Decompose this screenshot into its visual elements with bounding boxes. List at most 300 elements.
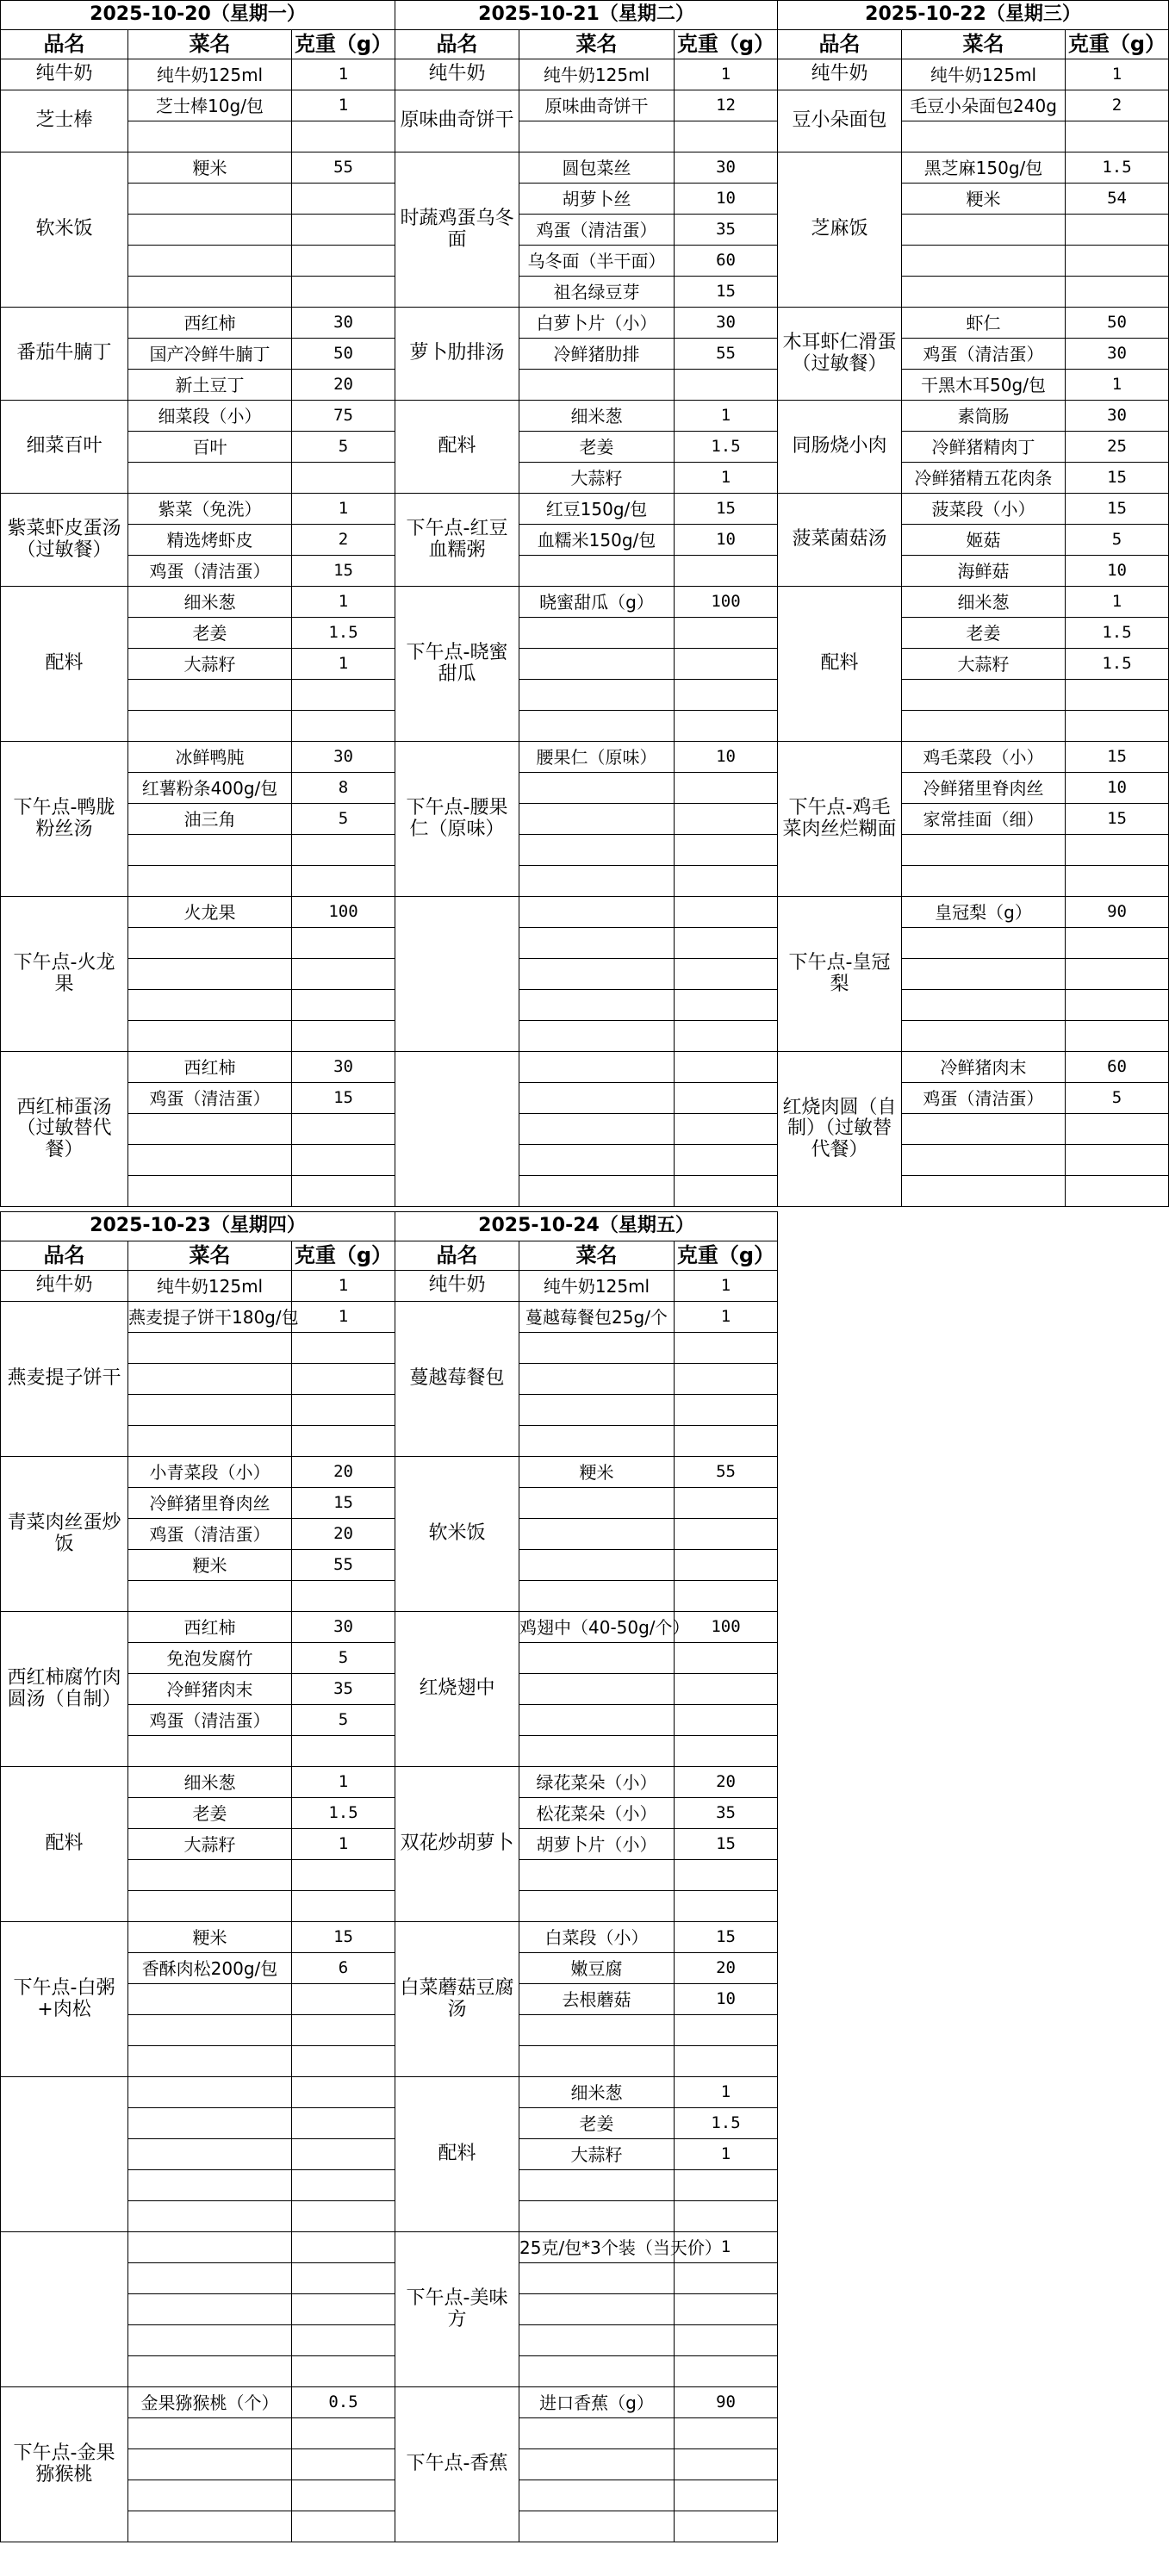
ingredient-weight: 20 [292,370,395,401]
ingredient-name: 大蒜籽 [128,649,292,680]
ingredient-weight [1066,121,1169,152]
ingredient-name: 晓蜜甜瓜（g） [519,587,675,618]
ingredient-weight: 100 [292,897,395,928]
ingredient-weight [292,1581,395,1612]
ingredient-weight [292,866,395,897]
ingredient-weight: 20 [292,1519,395,1550]
ingredient-name [519,1643,675,1674]
table-row [1,1457,395,1488]
ingredient-name [902,990,1066,1021]
ingredient-name: 紫菜（免洗） [128,494,292,525]
dish-name: 下午点-鸡毛菜肉丝烂糊面 [778,742,902,897]
ingredient-name: 燕麦提子饼干180g/包 [128,1302,292,1333]
ingredient-name [128,1860,292,1891]
table-row [395,742,778,773]
table-row [778,1052,1169,1083]
ingredient-name: 纯牛奶125ml [519,59,675,90]
ingredient-name [519,2325,675,2356]
ingredient-weight [292,1426,395,1457]
ingredient-weight: 1 [292,649,395,680]
ingredient-weight: 30 [292,308,395,339]
ingredient-name [519,990,675,1021]
ingredient-weight: 1 [1066,59,1169,90]
ingredient-weight: 2 [292,525,395,556]
ingredient-weight: 100 [675,1612,778,1643]
dish-name: 纯牛奶 [395,1271,519,1302]
ingredient-name [519,2201,675,2232]
ingredient-weight [292,990,395,1021]
column-header-pinming: 品名 [395,1241,519,1271]
ingredient-name: 冷鲜猪里脊肉丝 [902,773,1066,804]
table-row [1,59,395,90]
ingredient-weight [1066,1114,1169,1145]
dish-name: 下午点-香蕉 [395,2387,519,2542]
ingredient-name [128,2356,292,2387]
column-header-kezhong: 克重（g） [292,1241,395,1271]
ingredient-weight: 10 [675,525,778,556]
ingredient-weight: 60 [1066,1052,1169,1083]
dish-name: 软米饭 [1,152,128,308]
ingredient-name: 细米葱 [519,401,675,432]
ingredient-weight [675,649,778,680]
dish-name: 配料 [395,2077,519,2232]
ingredient-weight [292,1364,395,1395]
ingredient-name: 姬菇 [902,525,1066,556]
dish-name: 下午点-皇冠梨 [778,897,902,1052]
ingredient-name: 红薯粉条400g/包 [128,773,292,804]
ingredient-weight [292,711,395,742]
ingredient-weight [292,1736,395,1767]
ingredient-weight: 1 [675,2232,778,2263]
ingredient-name: 鸡蛋（清洁蛋） [902,339,1066,370]
ingredient-name [902,680,1066,711]
date-header: 2025-10-22（星期三） [778,1,1169,30]
ingredient-name [902,711,1066,742]
column-header-caiming: 菜名 [902,30,1066,59]
dish-name: 下午点-鸭胧粉丝汤 [1,742,128,897]
ingredient-weight: 50 [292,339,395,370]
ingredient-weight [675,1891,778,1922]
ingredient-name [128,1891,292,1922]
ingredient-weight [675,1550,778,1581]
ingredient-weight: 60 [675,246,778,277]
ingredient-name [128,2232,292,2263]
ingredient-weight: 35 [675,1798,778,1829]
ingredient-name: 冷鲜猪肋排 [519,339,675,370]
ingredient-name: 鸡蛋（清洁蛋） [128,556,292,587]
ingredient-weight [675,1145,778,1176]
table-row [1,1271,395,1302]
menu-table [777,0,1169,1207]
ingredient-name [519,1395,675,1426]
ingredient-weight: 90 [1066,897,1169,928]
ingredient-weight: 1.5 [1066,618,1169,649]
ingredient-name [519,2046,675,2077]
ingredient-name: 新土豆丁 [128,370,292,401]
ingredient-weight [675,959,778,990]
ingredient-weight [675,773,778,804]
ingredient-weight [675,556,778,587]
ingredient-weight: 100 [675,587,778,618]
ingredient-weight [292,1021,395,1052]
ingredient-weight [675,1674,778,1705]
column-header-kezhong: 克重（g） [1066,30,1169,59]
ingredient-weight: 1 [675,59,778,90]
dish-name: 白菜蘑菇豆腐汤 [395,1922,519,2077]
ingredient-weight [675,866,778,897]
ingredient-weight [292,2449,395,2480]
ingredient-name: 纯牛奶125ml [128,1271,292,1302]
dish-name: 下午点-晓蜜甜瓜 [395,587,519,742]
day-block-1021 [395,0,777,1207]
ingredient-weight [675,121,778,152]
ingredient-name [902,215,1066,246]
ingredient-name: 鸡蛋（清洁蛋） [128,1083,292,1114]
ingredient-weight: 30 [1066,339,1169,370]
ingredient-name [128,2511,292,2542]
ingredient-weight [675,1860,778,1891]
ingredient-name [519,866,675,897]
ingredient-weight [1066,1176,1169,1207]
ingredient-name [128,680,292,711]
ingredient-weight [675,897,778,928]
ingredient-weight: 75 [292,401,395,432]
table-row [395,2077,778,2108]
ingredient-weight [292,2356,395,2387]
ingredient-weight: 1 [675,1271,778,1302]
ingredient-weight: 0.5 [292,2387,395,2418]
ingredient-name [519,928,675,959]
ingredient-name: 进口香蕉（g） [519,2387,675,2418]
ingredient-weight: 1 [675,463,778,494]
ingredient-weight: 1 [292,494,395,525]
ingredient-weight: 2 [1066,90,1169,121]
table-row [778,587,1169,618]
ingredient-weight [675,711,778,742]
table-row [395,897,778,928]
ingredient-name [519,1364,675,1395]
date-header: 2025-10-21（星期二） [395,1,778,30]
dish-name: 纯牛奶 [1,1271,128,1302]
ingredient-name: 老姜 [902,618,1066,649]
date-header: 2025-10-23（星期四） [1,1212,395,1241]
ingredient-weight: 5 [1066,1083,1169,1114]
ingredient-name [902,835,1066,866]
ingredient-name: 国产冷鲜牛腩丁 [128,339,292,370]
ingredient-name [519,1736,675,1767]
dish-name: 下午点-红豆血糯粥 [395,494,519,587]
ingredient-name: 细菜段（小） [128,401,292,432]
ingredient-name [519,556,675,587]
ingredient-weight [1066,246,1169,277]
ingredient-weight [675,1426,778,1457]
ingredient-name: 鸡毛菜段（小） [902,742,1066,773]
table-row [395,59,778,90]
ingredient-name [128,835,292,866]
table-row [1,494,395,525]
table-row [395,494,778,525]
table-row [778,90,1169,121]
dish-name: 原味曲奇饼干 [395,90,519,152]
ingredient-name [519,1114,675,1145]
ingredient-name: 大蒜籽 [519,2139,675,2170]
ingredient-name [128,928,292,959]
ingredient-name [128,2480,292,2511]
ingredient-name [519,2263,675,2294]
ingredient-weight [675,990,778,1021]
ingredient-weight [292,2201,395,2232]
ingredient-name: 金果猕猴桃（个） [128,2387,292,2418]
ingredient-name [128,1364,292,1395]
ingredient-weight [675,1705,778,1736]
ingredient-name [519,2015,675,2046]
table-row [778,308,1169,339]
date-header: 2025-10-24（星期五） [395,1212,778,1241]
ingredient-weight: 30 [292,1612,395,1643]
ingredient-weight [675,1581,778,1612]
ingredient-weight [292,2294,395,2325]
ingredient-name: 芝士棒10g/包 [128,90,292,121]
table-row [395,152,778,184]
dish-name: 配料 [1,1767,128,1922]
ingredient-weight [292,2325,395,2356]
ingredient-weight [675,2325,778,2356]
ingredient-name [519,2511,675,2542]
ingredient-weight [675,2263,778,2294]
dish-name: 蔓越莓餐包 [395,1302,519,1457]
ingredient-weight [292,2232,395,2263]
ingredient-weight: 15 [675,1829,778,1860]
ingredient-name: 冷鲜猪精五花肉条 [902,463,1066,494]
ingredient-name [128,2418,292,2449]
ingredient-weight: 1 [292,587,395,618]
ingredient-weight [292,277,395,308]
ingredient-weight [292,1145,395,1176]
ingredient-weight: 12 [675,90,778,121]
ingredient-name [128,1114,292,1145]
ingredient-name [902,1145,1066,1176]
ingredient-name [128,1984,292,2015]
ingredient-name [902,928,1066,959]
ingredient-name [128,463,292,494]
dish-name [1,2077,128,2232]
ingredient-weight: 55 [292,1550,395,1581]
ingredient-name: 海鲜菇 [902,556,1066,587]
dish-name: 燕麦提子饼干 [1,1302,128,1457]
ingredient-name [902,121,1066,152]
ingredient-weight [675,2046,778,2077]
column-header-pinming: 品名 [778,30,902,59]
table-row [1,587,395,618]
ingredient-weight [675,2294,778,2325]
ingredient-name [519,1176,675,1207]
ingredient-weight [292,2046,395,2077]
ingredient-name [519,1550,675,1581]
menu-table [0,0,395,1207]
ingredient-weight: 10 [675,742,778,773]
ingredient-weight: 1 [292,1271,395,1302]
ingredient-name: 老姜 [519,432,675,463]
ingredient-weight: 1.5 [675,2108,778,2139]
ingredient-name: 冷鲜猪肉末 [902,1052,1066,1083]
ingredient-name: 粳米 [902,184,1066,215]
ingredient-name [902,959,1066,990]
ingredient-weight: 5 [292,804,395,835]
ingredient-name: 胡萝卜片（小） [519,1829,675,1860]
table-row [1,90,395,121]
table-row [1,1052,395,1083]
ingredient-weight [675,2480,778,2511]
ingredient-weight [675,1083,778,1114]
ingredient-weight: 1 [675,2077,778,2108]
ingredient-weight [675,1114,778,1145]
ingredient-name [519,1333,675,1364]
dish-name: 纯牛奶 [778,59,902,90]
ingredient-name [128,866,292,897]
ingredient-name [519,649,675,680]
ingredient-name: 老姜 [519,2108,675,2139]
ingredient-weight [675,1488,778,1519]
ingredient-weight: 6 [292,1953,395,1984]
ingredient-name: 大蒜籽 [128,1829,292,1860]
ingredient-weight [1066,680,1169,711]
column-header-pinming: 品名 [1,1241,128,1271]
ingredient-weight [675,2015,778,2046]
dish-name: 配料 [1,587,128,742]
ingredient-weight [1066,866,1169,897]
ingredient-name [128,2139,292,2170]
ingredient-name: 细米葱 [128,587,292,618]
ingredient-name: 粳米 [128,1550,292,1581]
day-block-1022 [777,0,1168,1207]
ingredient-weight: 1.5 [1066,649,1169,680]
ingredient-name [519,773,675,804]
table-row [1,308,395,339]
ingredient-name: 粳米 [128,1922,292,1953]
ingredient-weight [292,1891,395,1922]
table-row [395,1271,778,1302]
dish-name: 下午点-火龙果 [1,897,128,1052]
ingredient-weight: 50 [1066,308,1169,339]
ingredient-name: 蔓越莓餐包25g/个 [519,1302,675,1333]
ingredient-weight [292,463,395,494]
ingredient-weight: 35 [675,215,778,246]
ingredient-weight: 35 [292,1674,395,1705]
ingredient-name: 鸡蛋（清洁蛋） [902,1083,1066,1114]
ingredient-weight [292,1176,395,1207]
table-row [1,401,395,432]
column-header-kezhong: 克重（g） [675,30,778,59]
ingredient-name: 鸡翅中（40-50g/个） [519,1612,675,1643]
ingredient-name [128,277,292,308]
ingredient-weight [292,680,395,711]
table-row [395,1612,778,1643]
ingredient-weight [675,928,778,959]
ingredient-name: 鸡蛋（清洁蛋） [519,215,675,246]
dish-name: 配料 [778,587,902,742]
dish-name: 西红柿腐竹肉圆汤（自制） [1,1612,128,1767]
ingredient-name [519,1891,675,1922]
ingredient-name: 大蒜籽 [902,649,1066,680]
ingredient-name: 嫩豆腐 [519,1953,675,1984]
table-row [778,742,1169,773]
ingredient-name: 纯牛奶125ml [128,59,292,90]
ingredient-name: 白萝卜片（小） [519,308,675,339]
ingredient-weight [292,2263,395,2294]
ingredient-name: 油三角 [128,804,292,835]
ingredient-name: 鸡蛋（清洁蛋） [128,1705,292,1736]
ingredient-weight [1066,711,1169,742]
ingredient-name: 西红柿 [128,1052,292,1083]
table-row [395,308,778,339]
table-row [395,1302,778,1333]
ingredient-name: 祖名绿豆芽 [519,277,675,308]
menu-table [395,1211,778,2542]
ingredient-weight: 1 [292,1302,395,1333]
ingredient-name [128,1176,292,1207]
ingredient-weight: 1 [1066,587,1169,618]
ingredient-name [128,2294,292,2325]
ingredient-name [128,1581,292,1612]
ingredient-name [128,2449,292,2480]
table-row [1,742,395,773]
ingredient-weight: 5 [292,432,395,463]
ingredient-name: 免泡发腐竹 [128,1643,292,1674]
ingredient-weight [675,680,778,711]
ingredient-name [519,1021,675,1052]
ingredient-name: 圆包菜丝 [519,152,675,184]
ingredient-name: 冷鲜猪精肉丁 [902,432,1066,463]
ingredient-name: 鸡蛋（清洁蛋） [128,1519,292,1550]
table-row [1,2232,395,2263]
ingredient-weight: 1.5 [1066,152,1169,184]
ingredient-weight [675,2511,778,2542]
ingredient-weight [292,1395,395,1426]
ingredient-weight: 90 [675,2387,778,2418]
ingredient-name [519,804,675,835]
ingredient-name [128,1395,292,1426]
ingredient-weight: 1.5 [292,1798,395,1829]
ingredient-weight [675,1176,778,1207]
ingredient-name [519,711,675,742]
ingredient-name [902,246,1066,277]
ingredient-name [128,990,292,1021]
ingredient-name [128,1426,292,1457]
ingredient-weight: 1 [1066,370,1169,401]
ingredient-name: 粳米 [128,152,292,184]
ingredient-name [519,1426,675,1457]
ingredient-weight: 10 [675,184,778,215]
ingredient-weight: 1 [675,1302,778,1333]
ingredient-weight: 55 [675,339,778,370]
dish-name [395,1052,519,1207]
ingredient-name [519,1052,675,1083]
ingredient-name: 老姜 [128,618,292,649]
ingredient-weight: 15 [675,494,778,525]
ingredient-weight [1066,959,1169,990]
ingredient-weight: 10 [1066,773,1169,804]
dish-name: 下午点-美味方 [395,2232,519,2387]
ingredient-weight: 15 [1066,463,1169,494]
ingredient-name [519,1674,675,1705]
ingredient-name: 松花菜朵（小） [519,1798,675,1829]
dish-name: 纯牛奶 [395,59,519,90]
ingredient-name [128,1145,292,1176]
ingredient-name: 干黑木耳50g/包 [902,370,1066,401]
ingredient-weight [675,2201,778,2232]
ingredient-name [128,2170,292,2201]
column-header-caiming: 菜名 [128,1241,292,1271]
